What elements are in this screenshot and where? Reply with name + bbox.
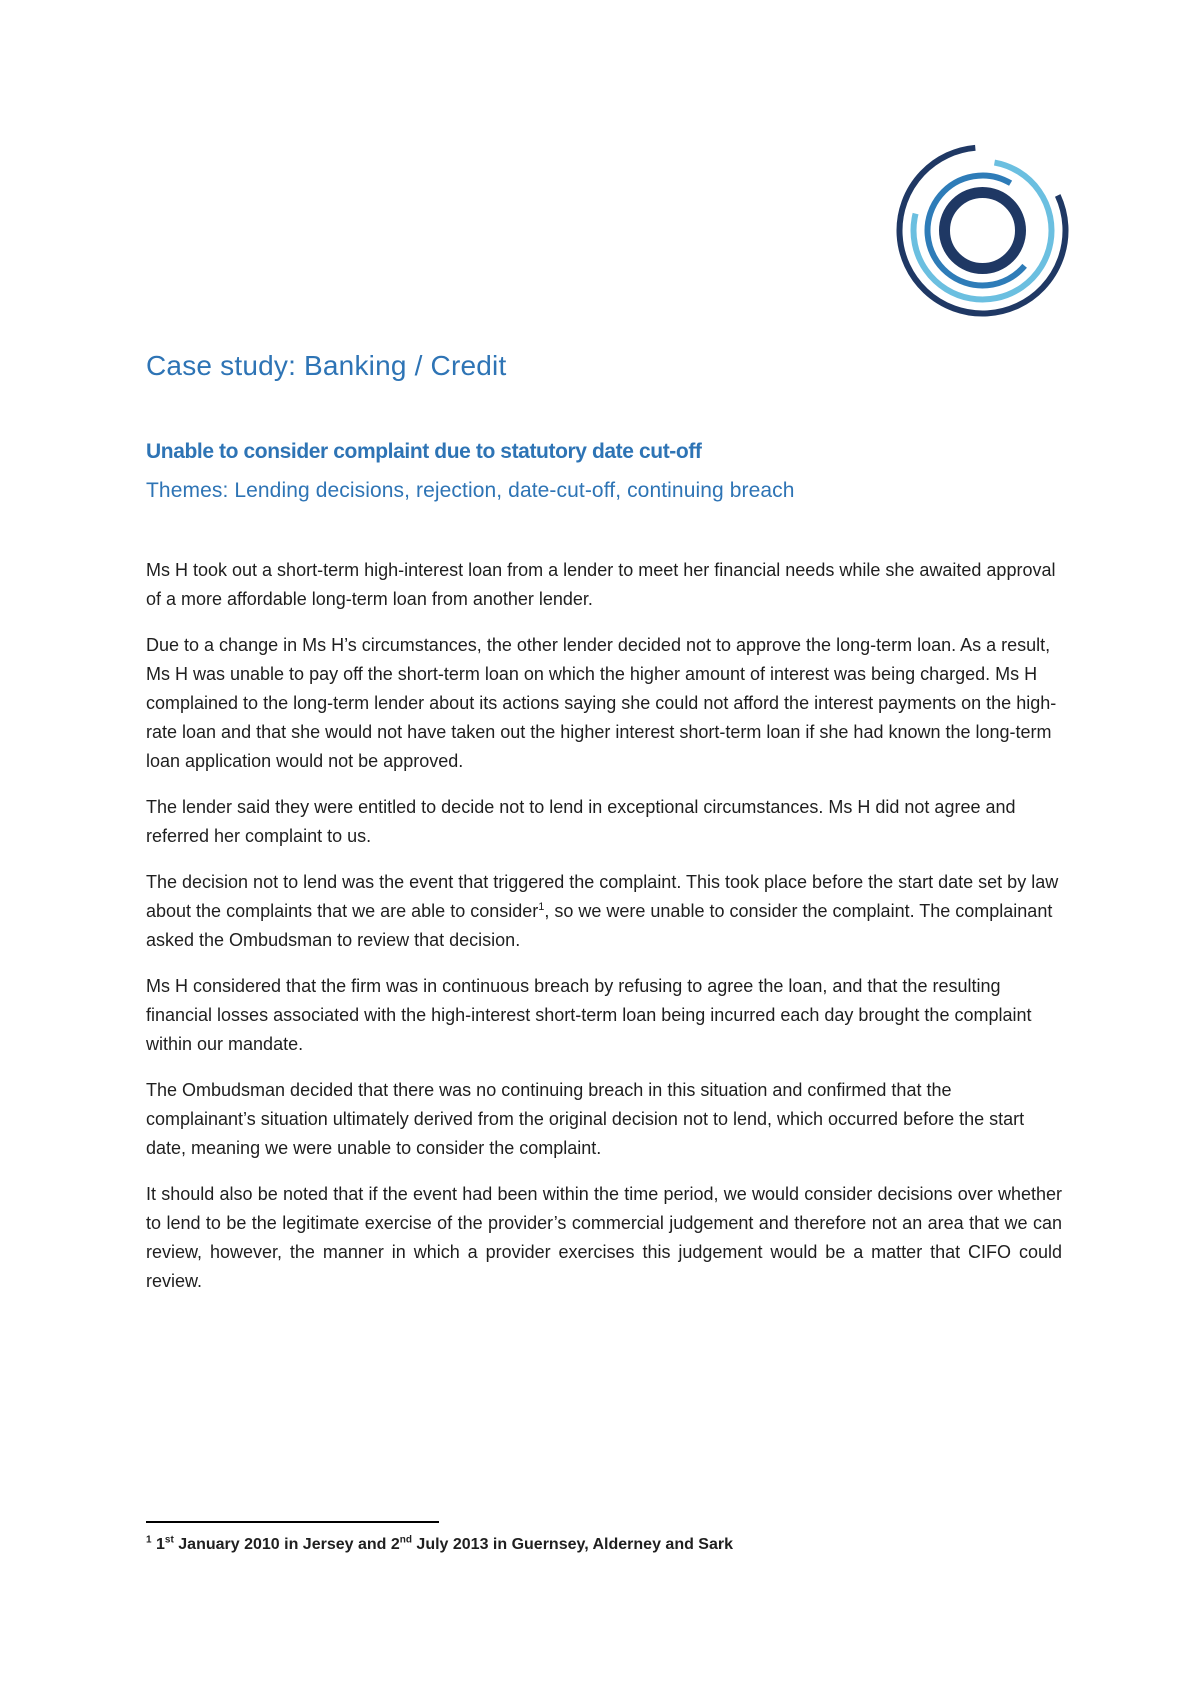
case-themes: Themes: Lending decisions, rejection, date-cut-off, continuing breach [146,479,795,502]
footnote-number: 1 [146,1534,152,1546]
footnote-text: 1 [156,1536,165,1553]
inner-ring [945,193,1021,269]
case-body [146,556,1062,1313]
footnote-text: January 2010 in Jersey and [173,1536,391,1553]
footnote-ordinal: st [164,1534,174,1546]
footnote-ordinal: nd [399,1534,412,1546]
case-title: Case study: Banking / Credit [146,350,507,381]
body-paragraph: The lender said they were entitled to decide not to lend in exceptional circumstances. Ms H did not agree and referred her complaint to us. [146,797,1016,846]
body-paragraph: The Ombudsman decided that there was no continuing breach in this situation and confirmed that the complainant’s situation ultimately derived from the original decision not to lend, which occurred before the start date, meaning we were unable to consider the complaint. [146,1080,1025,1158]
third-ring [905,153,1060,308]
body-paragraph: Due to a change in Ms H’s circumstances, the other lender decided not to approve the long-term loan. As a result, Ms H was unable to pay off the short-term loan on which the higher amount of interest was being charged. Ms H complained to the long-term lender about its actions saying she could not afford the interest payments on the high-rate loan and that she would not have taken out the higher interest short-term loan if she had known the long-term loan application would not be approved. [146,635,1057,771]
body-text: The decision not to lend was the event that triggered the complaint. This took place before the start date set by law about the complaints that we are able to consider [146,872,1059,921]
body-paragraph: It should also be noted that if the event had been within the time period, we would consider decisions over whether to lend to be the legitimate exercise of the provider’s commercial judgement and therefore not an area that we can review, however, the manner in which a provider exercises this judgement would be a matter that CIFO could review. [146,1184,1062,1291]
footnote-text: 2 [390,1536,400,1553]
body-paragraph: Ms H considered that the firm was in continuous breach by refusing to agree the loan, and that the resulting financial losses associated with the high-interest short-term loan being incurred each day brought the complaint within our mandate. [146,976,1032,1054]
concentric-rings-logo [895,143,1070,318]
outer-ring [895,143,1070,318]
body-paragraph: Ms H took out a short-term high-interest loan from a lender to meet her financial needs while she awaited approval of a more affordable long-term loan from another lender. [146,560,1056,609]
case-headline: Unable to consider complaint due to statutory date cut-off [146,440,702,463]
body-paragraph [146,868,1062,955]
footnote-divider [146,1521,439,1523]
footnote-reference[interactable]: 1 [538,901,545,913]
footnote-text: July 2013 in Guernsey, Alderney and Sark [411,1536,733,1553]
footnote [146,1536,733,1554]
body-text: , so we were unable to consider the complaint. The complainant asked the Ombudsman to review that decision. [146,901,1053,950]
